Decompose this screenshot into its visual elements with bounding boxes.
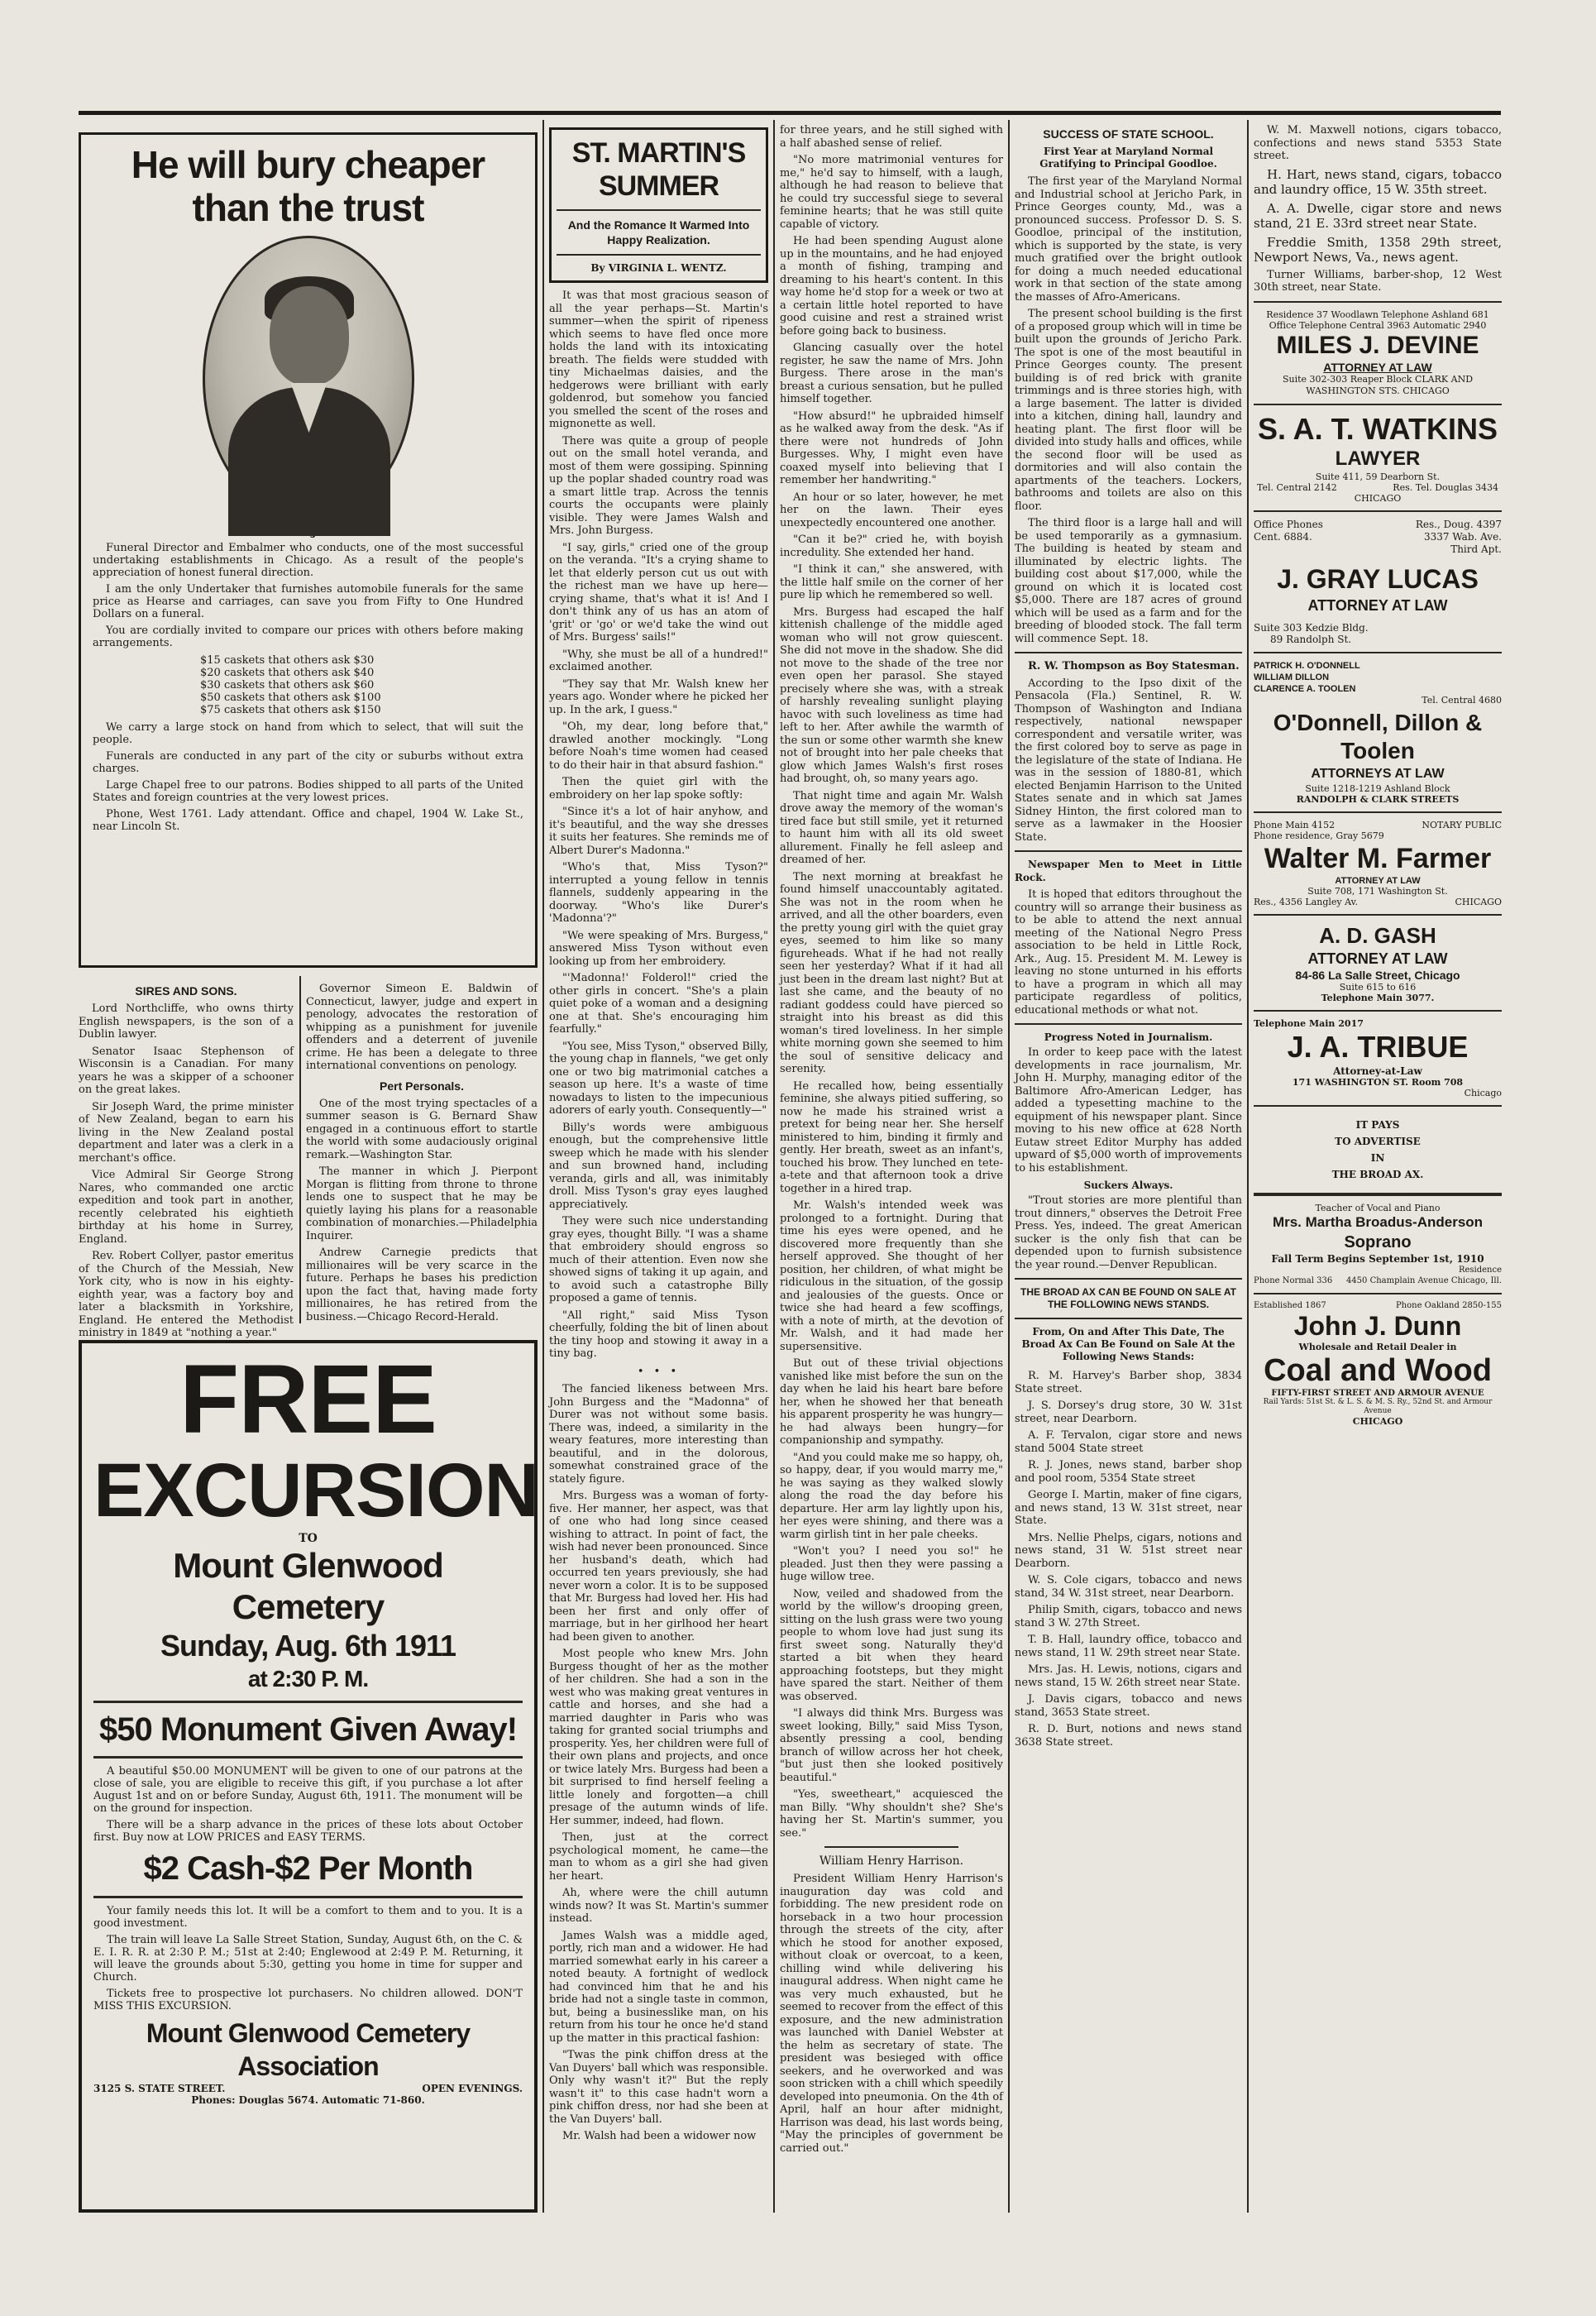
lucas-office-label: Office Phones [1254,518,1323,530]
article-byline: By VIRGINIA L. WENTZ. [590,262,727,274]
article-para: "How absurd!" he upbraided himself as he walked away from the desk. "As if there were not hundreds of John Burgesses. Why, I might even have coaxed myself into believing that I remember her handwriting." [780,409,1003,486]
jones-para: Large Chapel free to our patrons. Bodies shipped to all parts of the United States and foreign countries at the very lowest prices. [93,779,523,804]
tickets-text: Tickets free to prospective lot purchasers. No children allowed. DON'T MISS THIS EXCURSION. [93,1988,523,2012]
stand-item: Freddie Smith, 1358 29th street, Newport News, Va., news agent. [1254,234,1502,265]
article-para: James Walsh was a middle aged, portly, rich man and a widower. He had married somewhat early in his career a noted beauty. A fortnight of wedlock had convinced him that he and his bride had not a single taste in common, but, being a businesslike man, on his return from his tour he once he'd stand up the matter in this practical fashion: [549,1929,768,2045]
anderson-res-label: Residence [1458,1265,1502,1275]
article-para: Mrs. Burgess had escaped the half kittenish challenge of the middle aged woman who will not grow quiescent. She did not move in the shadow. She did not move to the shade of the tree nor even open her parasol. She stayed precisely where she was, with a streak of harshly revealing sunlight playing havoc with such loveliness as time had left to her. After awhile the warmth of the sun or some other warmth she knew not of brought into her pale cheeks that glow which James Walsh's first roses had brought, oh, so many years ago. [780,605,1003,785]
newspaper-title: Newspaper Men to Meet in Little Rock. [1015,859,1242,883]
odonnell-title: ATTORNEYS AT LAW [1311,766,1445,781]
casket-row: $50 caskets that others ask $100 [200,691,381,704]
it-pays-line: THE BROAD AX. [1331,1168,1424,1180]
tribue-card [1254,1018,1502,1098]
farmer-card [1254,820,1502,907]
harrison-title: William Henry Harrison. [819,1854,964,1868]
article-para: "No more matrimonial ventures for me," he'd say to himself, with a laugh, although he had reason to believe that he could try successful siege to several feminine hearts; that he was still quite capable of victory. [780,154,1003,231]
article-para: "And you could make me so happy, oh, so happy, dear, if you would marry me," he was saying as they walked slowly along the road the day before his departure. Her arm lay lightly upon his, her eyes were shining, and there was a warm girlish tint in her pale cheeks. [780,1451,1003,1541]
school-title: SUCCESS OF STATE SCHOOL. [1043,127,1214,141]
newspaper-para: It is hoped that editors throughout the country will so arrange their business as to be able to attend the next annual meeting of the National Negro Press association to be held in Little Rock, Ark., Aug. 15. President M. M. Lewey is leaving no stone unturned in his efforts to have a program in which all may participate regardless of politics, educational methods or what not. [1015,888,1242,1017]
association-name: Mount Glenwood Cemetery Association [146,2018,471,2081]
terms-headline: $2 Cash-$2 Per Month [143,1850,473,1887]
cards-column [1254,124,1502,2217]
governor-para: Governor Simeon E. Baldwin of Connecticut, lawyer, judge and expert in penology, advocates the restoration of whipping as a punishment for juvenile offenders and a deterrent of juvenile crime. He has been a delegate to three international conventions on penology. [306,983,538,1072]
devine-address: Suite 302-303 Reaper Block CLARK AND WASHINGTON STS. CHICAGO [1282,373,1474,396]
gash-tel: Telephone Main 3077. [1321,992,1435,1003]
article-body [549,290,768,2143]
article-para: He had been spending August alone up in the mountains, and he had enjoyed a month of fishing, tramping and dreaming to his heart's content. In this way home he'd stop for a week or two at a certain little hotel reported to have good cuisine and rest a strained wrist before going back to business. [780,235,1003,337]
column-rule [773,120,775,2213]
anderson-contact [1254,1265,1502,1286]
excursion-to: TO [299,1532,318,1545]
stand-item: T. B. Hall, laundry office, tobacco and news stand, 11 W. 29th street near State. [1015,1634,1242,1659]
stand-item: R. D. Burt, notions and news stand 3638 State street. [1015,1723,1242,1749]
article-para: "They say that Mr. Walsh knew her years ago. Wonder where he picked her up. In the ark, I guess." [549,677,768,716]
gash-card [1254,922,1502,1003]
casket-row: $20 caskets that others ask $40 [200,667,375,679]
association-open: OPEN EVENINGS. [422,2083,523,2094]
column-rule [299,976,301,1323]
devine-card [1254,309,1502,397]
lucas-suite: Suite 303 Kedzie Bldg. [1254,621,1369,634]
stand-item: Philip Smith, cigars, tobacco and news stand 3 W. 27th Street. [1015,1604,1242,1629]
article-para: "All right," said Miss Tyson cheerfully, folding the bit of linen about the tiny hoop and stowing it away in a tiny bag. [549,1309,768,1360]
st-martins-article [549,124,768,2217]
dunn-top [1254,1301,1502,1310]
article-para: "Since it's a lot of hair anyhow, and it's beautiful, and the way she dresses it suits her features. She reminds me of Albert Durer's Madonna." [549,806,768,857]
stands-list [1015,1370,1242,1749]
article-para: "Can it be?" cried he, with boyish incredulity. She extended her hand. [780,534,1003,559]
article-para: Glancing casually over the hotel register, he saw the name of Mrs. John Burgess. There arose in the man's breast a curious sensation, but he pulled himself together. [780,342,1003,405]
suckers-title: Suckers Always. [1083,1180,1173,1191]
excursion-place: Mount Glenwood Cemetery [173,1546,443,1626]
news-column [1015,124,1242,2217]
article-para: "I say, girls," cried one of the group on the veranda. "It's a crying shame to let that elderly person cut us out with the richest man we have up here—crying shame, that's what it is! And I don't think any of us has an atom of 'grit' or 'go' or we'd take the wind out of Mrs. Burgess' sails!" [549,541,768,644]
stand-item: H. Hart, news stand, cigars, tobacco and laundry office, 15 W. 35th street. [1254,166,1502,197]
stand-item: W. M. Maxwell notions, cigars tobacco, confections and news stand 5353 State street. [1254,124,1502,162]
tribue-name: J. A. TRIBUE [1287,1029,1469,1064]
farmer-res-row [1254,897,1502,907]
stand-item: J. S. Dorsey's drug store, 30 W. 31st street, near Dearborn. [1015,1400,1242,1425]
school-para: The present school building is the first of a proposed group which will in time be built upon the grounds of Jericho Park. The spot is one of the most beautiful in Prince Georges county. The present building is of red brick with granite trimmings and is three stories high, with a large basement. The latter is divided into a kitchen, dining hall, laundry and heating plant. The first floor will be divided into study halls and offices, while the second floor will be used as dormitories and will also contain the apartments of the teachers. Lockers, bathrooms and toilets are also on this floor. [1015,308,1242,513]
watkins-phones [1254,482,1502,493]
stand-item: George I. Martin, maker of fine cigars, and news stand, 13 W. 31st street, near State. [1015,1489,1242,1527]
article-para: The next morning at breakfast he found himself unaccountably agitated. She was not in the room when he arrived, and all the other boarders, even the pretty young girl with the quiet gray eyes, seemed to him like so many figureheads. What if he had not really seen her yesterday? What if it had all just been in the dream last night? But at last she came, and the beauty of no radiant goddess could have pierced so straight into his breast as did this woman's tired loveliness. In her simple white morning gown she seemed to him the soul of sensitive delicacy and serenity. [780,870,1003,1075]
article-para: "We were speaking of Mrs. Burgess," answered Miss Tyson without even looking up from her embroidery. [549,929,768,968]
thompson-title: R. W. Thompson as Boy Statesman. [1028,660,1240,672]
association-address-row [93,2083,523,2094]
stands-title: THE BROAD AX CAN BE FOUND ON SALE AT THE FOLLOWING NEWS STANDS. [1020,1286,1236,1310]
pert-para: The manner in which J. Pierpont Morgan is flitting from throne to throne lends one to suspect that he may be quietly laying his plans for a reasonable combination of monarchies.—Philadelphia Inquirer. [306,1165,538,1242]
article-para: They were such nice understanding gray eyes, thought Billy. "I was a shame that embroidery should engross so much of their attention. Even now she showed signs of taking it up again, and to avoid such a catastrophe Billy proposed a game of tennis. [549,1215,768,1304]
it-pays-line: TO ADVERTISE [1335,1135,1421,1147]
article-para: Most people who knew Mrs. John Burgess thought of her as the mother of her children. She had a son in the west who was making great ventures in cattle and horses, and she had a married daughter in Paris who was taking for granted social triumphs and prosperity. Yes, her children were full of their own plans and projects, and once or twice lately Mrs. Burgess had been a bit surprised to find herself feeling a little lonely and forgotten—a chill presage of the autumn winds of life. Her summer, indeed, had flown. [549,1648,768,1827]
dunn-rail: Rail Yards: 51st St. & L. S. & M. S. Ry., 52nd St. and Armour Avenue [1263,1397,1493,1415]
sires-para: Sir Joseph Ward, the prime minister of New Zealand, began to earn his living in the New Zealand postal department and later was a clerk in a merchant's office. [79,1100,294,1165]
farmer-phone: Phone Main 4152 [1254,819,1336,830]
article-para: "Oh, my dear, long before that," drawled another mockingly. "Long before Noah's time women had ceased to do their hair in that absurd fashion." [549,720,768,772]
sires-and-sons [79,978,294,1339]
dunn-card [1254,1301,1502,1427]
family-text: Your family needs this lot. It will be a comfort to them and to you. It is a good investment. [93,1905,523,1930]
article-para: He recalled how, being essentially feminine, she always pitied suffering, so now he made his strained wrist a pretext for being near her. She herself ministered to him, binding it firmly and gently. Her breath, sweet as an infant's, touched his brow. They lunched en tete-a-tete and that afternoon took a drive together in a hired trap. [780,1079,1003,1195]
article-para: "You see, Miss Tyson," observed Billy, the young chap in flannels, "we get only one or two big matrimonial catches a season up here. It's a waste of time nowadays to listen to the impecunious adorers of early youth. Consequently—" [549,1040,768,1117]
article-para: "Yes, sweetheart," acquiesced the man Billy. "Why shouldn't she? She's having her St. Martin's summer, you see." [780,1788,1003,1840]
article-para: Ah, where were the chill autumn winds now? It was St. Martin's summer instead. [549,1887,768,1925]
lucas-cent: Cent. 6884. [1254,530,1312,543]
progress-para: In order to keep pace with the latest developments in race journalism, Mr. John H. Murphy, managing editor of the Baltimore Afro-American Ledger, has added a typesetting machine to the equipment of his newspaper plant. Since moving to his new office at 628 North Eutaw street Editor Murphy has added upward of $5,000 worth of improvements to his establishment. [1015,1046,1242,1175]
tribue-title: Attorney-at-Law [1333,1065,1422,1077]
st-martins-continued [780,124,1003,2217]
devine-name: MILES J. DEVINE [1276,331,1479,359]
anderson-res: 4450 Champlain Avenue Chicago, Ill. [1345,1275,1502,1285]
article-para: There was quite a group of people out on the small hotel veranda, and most of them were gossiping. Spinning up the poplar shaded country road was a smart little trap. Across the tennis courts the occupants were plainly visible. They were James Walsh and Mrs. John Burgess. [549,434,768,537]
sires-para: Vice Admiral Sir George Strong Nares, who commanded one arctic expedition and took part in another, recently celebrated his eightieth birthday at his home in Surrey, England. [79,1169,294,1246]
dunn-trade: Wholesale and Retail Dealer in [1298,1341,1457,1352]
article-para: That night time and again Mr. Walsh drove away the memory of the woman's tired face but still smile, yet it returned to haunt him with all its old sweet allurement. Finally he fell asleep and dreamed of her. [780,789,1003,866]
watkins-card [1254,412,1502,504]
lucas-address: 89 Randolph St. [1270,633,1352,645]
casket-prices [200,654,523,716]
stand-item: A. A. Dwelle, cigar store and news stand, 21 E. 33rd street near State. [1254,200,1502,231]
stand-item: Turner Williams, barber-shop, 12 West 30th street, near State. [1254,268,1502,294]
dunn-goods: Coal and Wood [1264,1352,1492,1388]
lucas-title: ATTORNEY AT LAW [1307,596,1448,614]
anderson-card [1254,1203,1502,1286]
pert-personals [306,978,538,1325]
pert-para: Andrew Carnegie predicts that millionaires will be very scarce in the future. Perhaps he bases his prediction upon the fact that, having made forty millionaires, he has retired from the business.—Chicago Record-Herald. [306,1247,538,1323]
harrison-para: President William Henry Harrison's inauguration day was cold and forbidding. The new president rode on horseback in a two hour procession through the streets of the city, after which he stood for another exposed, without cloak or overcoat, to a keen, chilling wind while delivering his inaugural address. When night came he was very much exhausted, but he seemed to recover from the effect of this exposure, and the new administration was launched with Daniel Webster at the helm as secretary of state. The president was besieged with office seekers, and he overworked and was soon stricken with a chill which speedily developed into pneumonia. On the 4th of April, half an hour after midnight, Harrison was dead, his last words being, "May the principles of government be carried out." [780,1873,1003,2155]
farmer-notary: NOTARY PUBLIC [1422,819,1502,830]
sires-para: Lord Northcliffe, who owns thirty English newspapers, is the son of a Dublin lawyer. [79,1002,294,1041]
article-para: It was that most gracious season of all the year perhaps—St. Martin's summer—when the spirit of ripeness which seems to have fled once more holds the land with its intoxicating breath. The fields were studded with tiny Michaelmas daisies, and the hedgerows were brilliant with early goldenrod, but somehow you fancied you smelled the scent of the roses and mignonette as well. [549,290,768,430]
article-para: Mr. Walsh's intended week was prolonged to a fortnight. During that time his eyes were opened, and he discovered more frequently than she herself approved. She thought of her position, her children, of what might be ridiculous in the situation, of the gossip and jealousies of the guests. Once or twice she had heard a few scoffings, with a note of mirth, at the devotion of Mr. Walsh, and it had made her supersensitive. [780,1199,1003,1353]
excursion-time: at 2:30 P. M. [247,1666,369,1692]
anderson-voice: Soprano [1344,1232,1412,1251]
stand-item: Mrs. Jas. H. Lewis, notions, cigars and news stand, 15 W. 26th street near State. [1015,1663,1242,1689]
gash-address: 84-86 La Salle Street, Chicago [1295,968,1460,982]
article-para: "Who's that, Miss Tyson?" interrupted a young fellow in tennis flannels, suddenly appearing in the doorway. "Who's like Durer's 'Madonna'?" [549,861,768,925]
article-para: The fancied likeness between Mrs. John Burgess and the "Madonna" of Durer was not without some basis. There was, indeed, a similarity in the weary features, more interesting than beautiful, and in the dolorous, somewhat constrained grace of the stately figure. [549,1383,768,1486]
lucas-card [1254,519,1502,645]
excursion-word: EXCURSION [93,1448,538,1533]
article-para: An hour or so later, however, he met her on the lawn. Their eyes unexpectedly encountered one another. [780,490,1003,529]
article-para: Now, veiled and shadowed from the world by the willow's drooping green, sitting on the lush grass were two young people to whom love had just sung its first sweet song. Naturally they'd started a bit when they heard approaching footsteps, but they might have spared the start. Neither of them was observed. [780,1587,1003,1703]
jones-para: Funeral Director and Embalmer who conducts, one of the most successful undertaking establishments in Chicago. As a result of the people's appreciation of honest funeral direction. [93,542,523,579]
odonnell-partner: CLARENCE A. TOOLEN [1254,683,1356,694]
stand-item: R. J. Jones, news stand, barber shop and pool room, 5354 State street [1015,1459,1242,1485]
dunn-city: CHICAGO [1352,1415,1403,1427]
train-text: The train will leave La Salle Street Station, Sunday, August 6th, on the C. & E. I. R. R. at 2:30 P. M.; 51st at 2:40; Englewood at 2:49 P. M. Returning, it will leave the grounds about 5:30, getting you home in time for supper and Church. [93,1934,523,1983]
article-para: Mr. Walsh had been a widower now [562,2130,757,2142]
stand-item: J. Davis cigars, tobacco and news stand, 3653 State street. [1015,1693,1242,1719]
lucas-phones [1254,519,1502,556]
odonnell-card [1254,660,1502,805]
association-phones: Phones: Douglas 5674. Automatic 71-860. [191,2094,425,2106]
article-para: for three years, and he still sighed with a half abashed sense of relief. [780,124,1003,150]
gash-suite: Suite 615 to 616 [1339,981,1417,993]
gash-title: ATTORNEY AT LAW [1307,950,1448,967]
it-pays-card [1254,1113,1502,1186]
monument-text: A beautiful $50.00 MONUMENT will be given to one of our patrons at the close of sale, you are eligible to receive this gift, if you purchase a lot after August 1st and on or before Sunday, August 6th, 1911. The monument will be on the ground for inspection. [93,1765,523,1815]
casket-row: $75 caskets that others ask $150 [200,704,381,716]
stand-item: W. S. Cole cigars, tobacco and news stand, 34 W. 31st street, near Dearborn. [1015,1574,1242,1600]
watkins-title: LAWYER [1335,447,1421,470]
odonnell-partner: PATRICK H. O'DONNELL [1254,660,1360,671]
suckers-para: "Trout stories are more plentiful than trout dinners," observes the Detroit Free Press. Yes, indeed. The great American sucker is the only fish that can be depended upon to furnish subsistence the year round.—Denver Republican. [1015,1194,1242,1271]
watkins-tel: Tel. Central 2142 [1257,481,1337,493]
watkins-name: S. A. T. WATKINS [1257,411,1498,446]
column-rule [542,120,544,2213]
watkins-city: CHICAGO [1354,492,1402,504]
association-address: 3125 S. STATE STREET. [93,2083,226,2094]
pert-para: One of the most trying spectacles of a summer season is G. Bernard Shaw engaged in a continuous effort to startle the world with some audaciously original remark.—Washington Star. [306,1097,538,1161]
lucas-apt: Third Apt. [1450,543,1502,555]
lucas-name: J. GRAY LUCAS [1277,563,1479,594]
jones-para: Funerals are conducted in any part of the city or suburbs without extra charges. [93,750,523,775]
article-para: Mrs. Burgess was a woman of forty-five. Her manner, her aspect, was that of one who had long since ceased wishing to attract. In point of fact, the wish had never been pronounced. Since her husband's death, which had occurred ten years previously, she had never worn a color. It is to be supposed that Mr. Burgess had loved her. His had been her first and only offer of marriage, but in her girlhood her heart had been given to another. [549,1490,768,1644]
stand-item: R. M. Harvey's Barber shop, 3834 State street. [1015,1370,1242,1395]
gash-name: A. D. GASH [1319,922,1436,948]
farmer-res: Phone residence, Gray 5679 [1254,830,1384,841]
thompson-para: According to the Ipso dixit of the Pensacola (Fla.) Sentinel, R. W. Thompson of Washington and Indiana respectively, national newspaper correspondent and versatile writer, was the first colored boy to serve as page in the legislature of the state of Indiana. He was in the session of 1880-81, which elected Benjamin Harrison to the United States senate and in which sat James Sidney Hinton, the first colored man to serve as a lawmaker in the Hoosier State. [1015,677,1242,844]
jones-text-2 [93,721,523,833]
article-title-box [549,127,768,283]
odonnell-partner: WILLIAM DILLON [1254,672,1330,682]
column-rule [1008,120,1010,2213]
casket-row: $15 caskets that others ask $30 [200,654,375,667]
article-para: "'Madonna!' Folderol!" cried the other girls in concert. "She's a plain quiet poke of a woman and a designing one at that. She's encouraging him fearfully." [549,972,768,1036]
devine-header: Residence 37 Woodlawn Telephone Ashland 681 Office Telephone Central 3963 Automatic 2940 [1266,309,1489,331]
jones-para: You are cordially invited to compare our prices with others before making arrangements. [93,624,523,649]
excursion-free: FREE [179,1345,437,1454]
stand-item: Mrs. Nellie Phelps, cigars, notions and news stand, 31 W. 51st street near Dearborn. [1015,1531,1242,1570]
excursion-date: Sunday, Aug. 6th 1911 [160,1629,456,1663]
portrait-image [203,236,414,522]
farmer-name: Walter M. Farmer [1264,842,1492,874]
article-para: "Why, she must be all of a hundred!" exclaimed another. [549,648,768,673]
advance-text: There will be a sharp advance in the prices of these lots about October first. Buy now at LOW PRICES and EASY TERMS. [93,1819,523,1844]
jones-text [93,542,523,649]
anderson-phone: Phone Normal 336 [1254,1275,1333,1285]
jones-ad-headline: He will bury cheaper than the trust [131,143,485,229]
dunn-phone: Phone Oakland 2850-155 [1395,1300,1502,1310]
school-para: The first year of the Maryland Normal and Industrial school at Jericho Park, in Prince Georges county, Md., was a pronounced success. Professor D. S. S. Goodloe, principal of the institution, which is supported by the state, is very much gratified over the bright outlook for doing a much needed educational work in that section of the state among the masses of Afro-Americans. [1015,175,1242,304]
jones-para: We carry a large stock on hand from which to select, that will suit the people. [93,721,523,746]
article-para: "I think it can," she answered, with the little half smile on the corner of her pure lip which he remembered so well. [780,563,1003,601]
tribue-city: Chicago [1464,1087,1502,1098]
article-subtitle: And the Romance It Warmed Into Happy Realization. [567,218,750,246]
odonnell-name: O'Donnell, Dillon & Toolen [1273,709,1483,763]
anderson-teacher: Teacher of Vocal and Piano [1315,1202,1441,1213]
farmer-title: ATTORNEY AT LAW [1335,875,1421,886]
jones-ad [79,132,538,968]
sires-title: SIRES AND SONS. [135,984,237,998]
casket-row: $30 caskets that others ask $60 [200,679,375,691]
farmer-phones [1254,820,1502,830]
dunn-address: FIFTY-FIRST STREET AND ARMOUR AVENUE [1271,1388,1484,1398]
article-para: Then, just at the correct psychological moment, he came—the man to whom as a girl she had given her heart. [549,1831,768,1883]
farmer-res-address: Res., 4356 Langley Av. [1254,896,1359,907]
article-para: "I always did think Mrs. Burgess was sweet looking, Billy," said Miss Tyson, absently pressing a cool, bending branch of willow across her hot cheek, "but just then she looked positively beautiful." [780,1707,1003,1784]
jones-para: I am the only Undertaker that furnishes automobile funerals for the same price as Hearse and carriages, can save you from Fifty to One Hundred Dollars on a funeral. [93,583,523,620]
lucas-res: Res., Doug. 4397 [1415,518,1502,530]
jones-para: Phone, West 1761. Lady attendant. Office and chapel, 1904 W. Lake St., near Lincoln St. [93,808,523,833]
it-pays-line: IN [1370,1151,1385,1164]
stands-intro: From, On and After This Date, The Broad Ax Can Be Found on Sale At the Following News Stands: [1021,1326,1235,1362]
sires-para: Rev. Robert Collyer, pastor emeritus of the Church of the Messiah, New York city, who is now in his eighty-eighth year, was a factory boy and later a blacksmith in Yorkshire, England. He entered the Methodist ministry in 1849 at "nothing a year." [79,1250,294,1339]
tribue-address: 171 WASHINGTON ST. Room 708 [1292,1076,1464,1088]
farmer-suite: Suite 708, 171 Washington St. [1307,885,1448,897]
dunn-established: Established 1867 [1254,1300,1326,1310]
school-subtitle: First Year at Maryland Normal Gratifying to Principal Goodloe. [1039,146,1217,170]
farmer-city: CHICAGO [1455,896,1502,907]
dunn-name: John J. Dunn [1293,1310,1462,1341]
odonnell-tel: Tel. Central 4680 [1422,694,1502,706]
tribue-tel: Telephone Main 2017 [1254,1017,1364,1029]
column-rule [1247,120,1249,2213]
section-divider: • • • [637,1365,681,1378]
article-para: Billy's words were ambiguous enough, but the comprehensive little sweep which he made with his slender and sun browned hand, including veranda, girls and all, was inimitably droll. Miss Tyson's gray eyes laughed appreciatively. [549,1121,768,1211]
watkins-suite: Suite 411, 59 Dearborn St. [1315,471,1441,482]
watkins-res: Res. Tel. Douglas 3434 [1393,481,1498,493]
devine-title: ATTORNEY AT LAW [1323,360,1432,374]
pert-title: Pert Personals. [380,1079,464,1093]
stands-continued [1254,124,1502,294]
progress-title: Progress Noted in Journalism. [1044,1031,1213,1043]
school-para: The third floor is a large hall and will be used temporarily as a gymnasium. The building is heated by steam and illuminated by electric lights. The building cost about $17,000, while the ground on which it is located cost $5,000. There are 187 acres of ground which will be used as a farm and for the breeding of blooded stock. The fall term will commence Sept. 18. [1015,517,1242,645]
article-para: "Won't you? I need you so!" he pleaded. Just then they were passing a huge willow tree. [780,1545,1003,1583]
article-title: ST. MARTIN'S SUMMER [571,137,746,202]
article-para: Then the quiet girl with the embroidery on her lap spoke softly: [549,776,768,802]
top-rule [79,111,1501,115]
anderson-term: Fall Term Begins September 1st, 1910 [1271,1252,1484,1265]
article-para: But out of these trivial objections vanished like mist before the sun on the day when he laid his heart bare before her, when he showed her that beneath his apparent prosperity he was hungry—he had always been hungry—for companionship and sympathy. [780,1357,1003,1447]
it-pays-line: IT PAYS [1355,1118,1400,1131]
monument-headline: $50 Monument Given Away! [98,1711,518,1748]
excursion-ad [79,1340,538,2213]
article-para: "Twas the pink chiffon dress at the Van Duyers' ball which was responsible. Only why wasn't it?" But the reply wasn't it" to this case hadn't worn a pink chiffon dress, nor had she been at the Van Duyers' ball. [549,2049,768,2126]
sires-para: Senator Isaac Stephenson of Wisconsin is a Canadian. For many years he was a skipper of a schooner on the great lakes. [79,1045,294,1096]
odonnell-address: RANDOLPH & CLARK STREETS [1296,793,1460,805]
odonnell-suite: Suite 1218-1219 Ashland Block [1305,782,1450,794]
anderson-name: Mrs. Martha Broadus-Anderson [1272,1213,1484,1230]
lucas-res-addr: 3337 Wab. Ave. [1424,530,1502,543]
stand-item: A. F. Tervalon, cigar store and news stand 5004 State street [1015,1429,1242,1455]
